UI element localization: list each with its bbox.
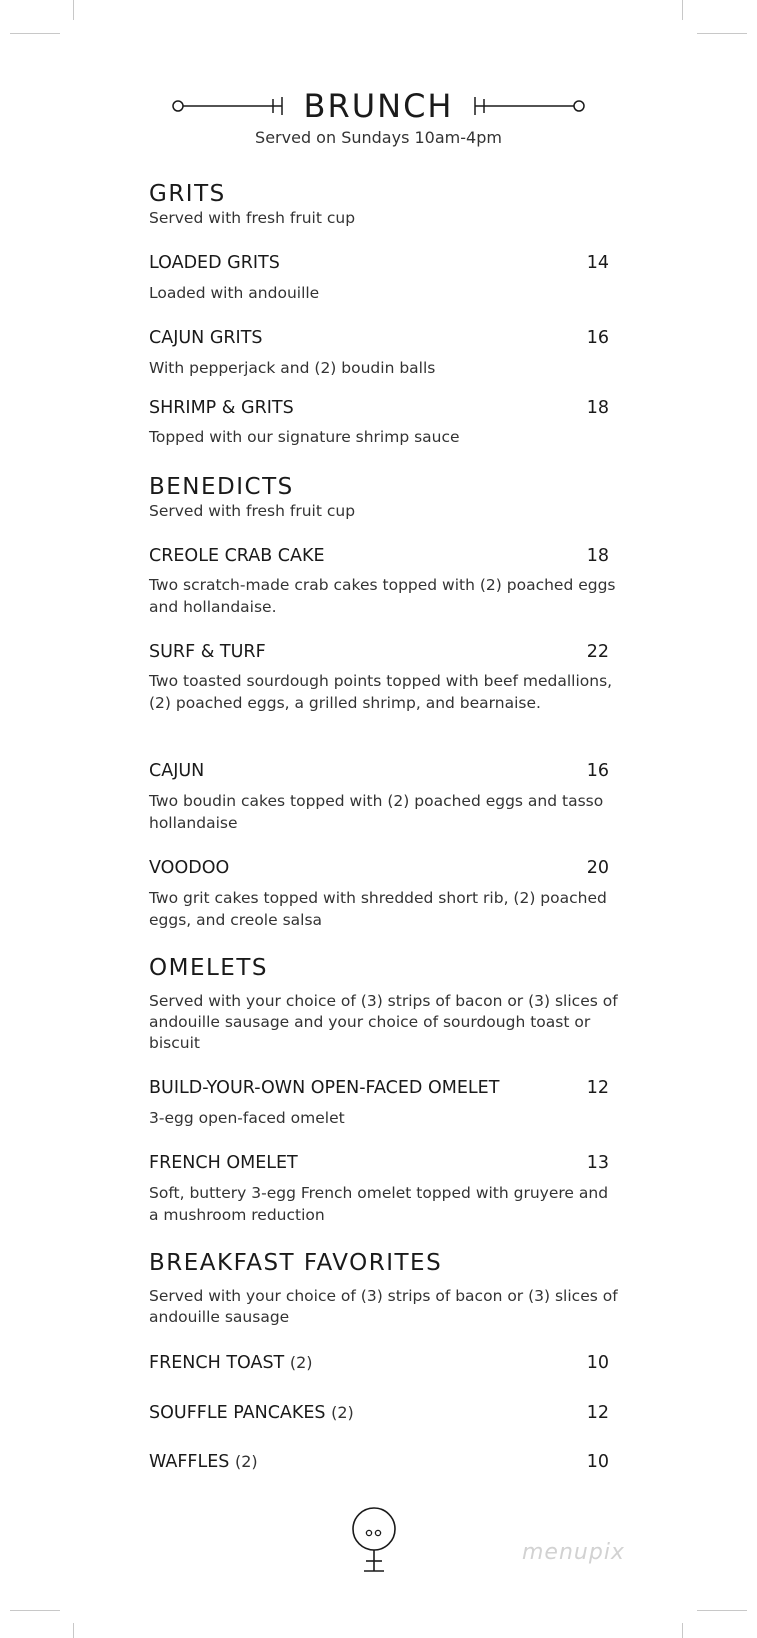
- menu-item-price: 16: [586, 761, 609, 781]
- menu-item-desc: Loaded with andouille: [149, 284, 320, 302]
- menu-item-desc: Two boudin cakes topped with (2) poached eggs and tasso hollandaise: [149, 792, 604, 832]
- section-note: Served with fresh fruit cup: [149, 502, 356, 520]
- menu-item-label: SOUFFLE PANCAKES: [149, 1403, 326, 1423]
- menu-item-desc: 3-egg open-faced omelet: [149, 1109, 345, 1127]
- menu-item-label: WAFFLES: [149, 1452, 230, 1472]
- menu-item-desc: Soft, buttery 3-egg French omelet topped with gruyere and a mushroom reduction: [149, 1184, 609, 1224]
- section-title: BREAKFAST FAVORITES: [149, 1250, 443, 1276]
- section-note: Served with fresh fruit cup: [149, 209, 356, 227]
- crop-mark: [697, 1610, 747, 1611]
- menu-item-price: 16: [586, 328, 609, 348]
- menu-item-price: 12: [586, 1078, 609, 1098]
- header: [0, 88, 757, 124]
- menu-item-portion: (2): [289, 1353, 313, 1372]
- section-note: Served with your choice of (3) strips of bacon or (3) slices of andouille sausage and your choice of sourdough toast or biscuit: [149, 992, 618, 1052]
- menu-item-name: [149, 1352, 313, 1374]
- menu-item-desc: Two grit cakes topped with shredded short rib, (2) poached eggs, and creole salsa: [149, 889, 607, 929]
- menu-item-name: LOADED GRITS: [149, 253, 280, 273]
- menu-item-price: 13: [586, 1153, 609, 1173]
- menu-item-name: CREOLE CRAB CAKE: [149, 546, 325, 566]
- section-title: GRITS: [149, 181, 226, 207]
- menu-item-name: BUILD-YOUR-OWN OPEN-FACED OMELET: [149, 1078, 500, 1098]
- menu-item-portion: (2): [331, 1403, 354, 1422]
- watermark: menupix: [522, 1540, 625, 1565]
- crop-mark: [73, 1623, 74, 1638]
- page-subtitle: Served on Sundays 10am-4pm: [255, 128, 502, 147]
- menu-item-price: 12: [586, 1403, 609, 1423]
- restaurant-logo-icon: [350, 1505, 398, 1577]
- menu-item-name: CAJUN GRITS: [149, 328, 263, 348]
- menu-item-desc: Two toasted sourdough points topped with beef medallions, (2) poached eggs, a grilled shrimp, and bearnaise.: [149, 672, 613, 712]
- menu-item-desc: Topped with our signature shrimp sauce: [149, 428, 460, 446]
- menu-item-name: CAJUN: [149, 761, 205, 781]
- menu-item-label: FRENCH TOAST: [149, 1353, 285, 1373]
- crop-mark: [682, 0, 683, 20]
- menu-item-name: VOODOO: [149, 858, 230, 878]
- menu-item-name: [149, 1451, 258, 1473]
- menu-item-name: FRENCH OMELET: [149, 1153, 298, 1173]
- menu-item-desc: Two scratch-made crab cakes topped with (2) poached eggs and hollandaise.: [149, 576, 616, 616]
- menu-item-price: 10: [586, 1353, 609, 1373]
- crop-mark: [697, 33, 747, 34]
- crop-mark: [10, 1610, 60, 1611]
- line-ornament-icon: [170, 94, 290, 118]
- crop-mark: [73, 0, 74, 20]
- menu-item-price: 18: [586, 546, 609, 566]
- menu-item-price: 10: [586, 1452, 609, 1472]
- crop-mark: [10, 33, 60, 34]
- section-title: OMELETS: [149, 955, 268, 981]
- menu-item-price: 18: [586, 398, 609, 418]
- page-title: BRUNCH: [303, 87, 454, 125]
- menu-item-price: 14: [586, 253, 609, 273]
- menu-item-portion: (2): [234, 1452, 258, 1471]
- menu-item-price: 20: [586, 858, 609, 878]
- menu-item-name: [149, 1402, 354, 1424]
- line-ornament-icon: [467, 94, 587, 118]
- menu-item-name: SHRIMP & GRITS: [149, 398, 294, 418]
- menu-item-name: SURF & TURF: [149, 642, 266, 662]
- section-title: BENEDICTS: [149, 474, 294, 500]
- section-note: Served with your choice of (3) strips of bacon or (3) slices of andouille sausage: [149, 1287, 618, 1326]
- menu-item-price: 22: [586, 642, 609, 662]
- menu-item-desc: With pepperjack and (2) boudin balls: [149, 359, 436, 377]
- crop-mark: [682, 1623, 683, 1638]
